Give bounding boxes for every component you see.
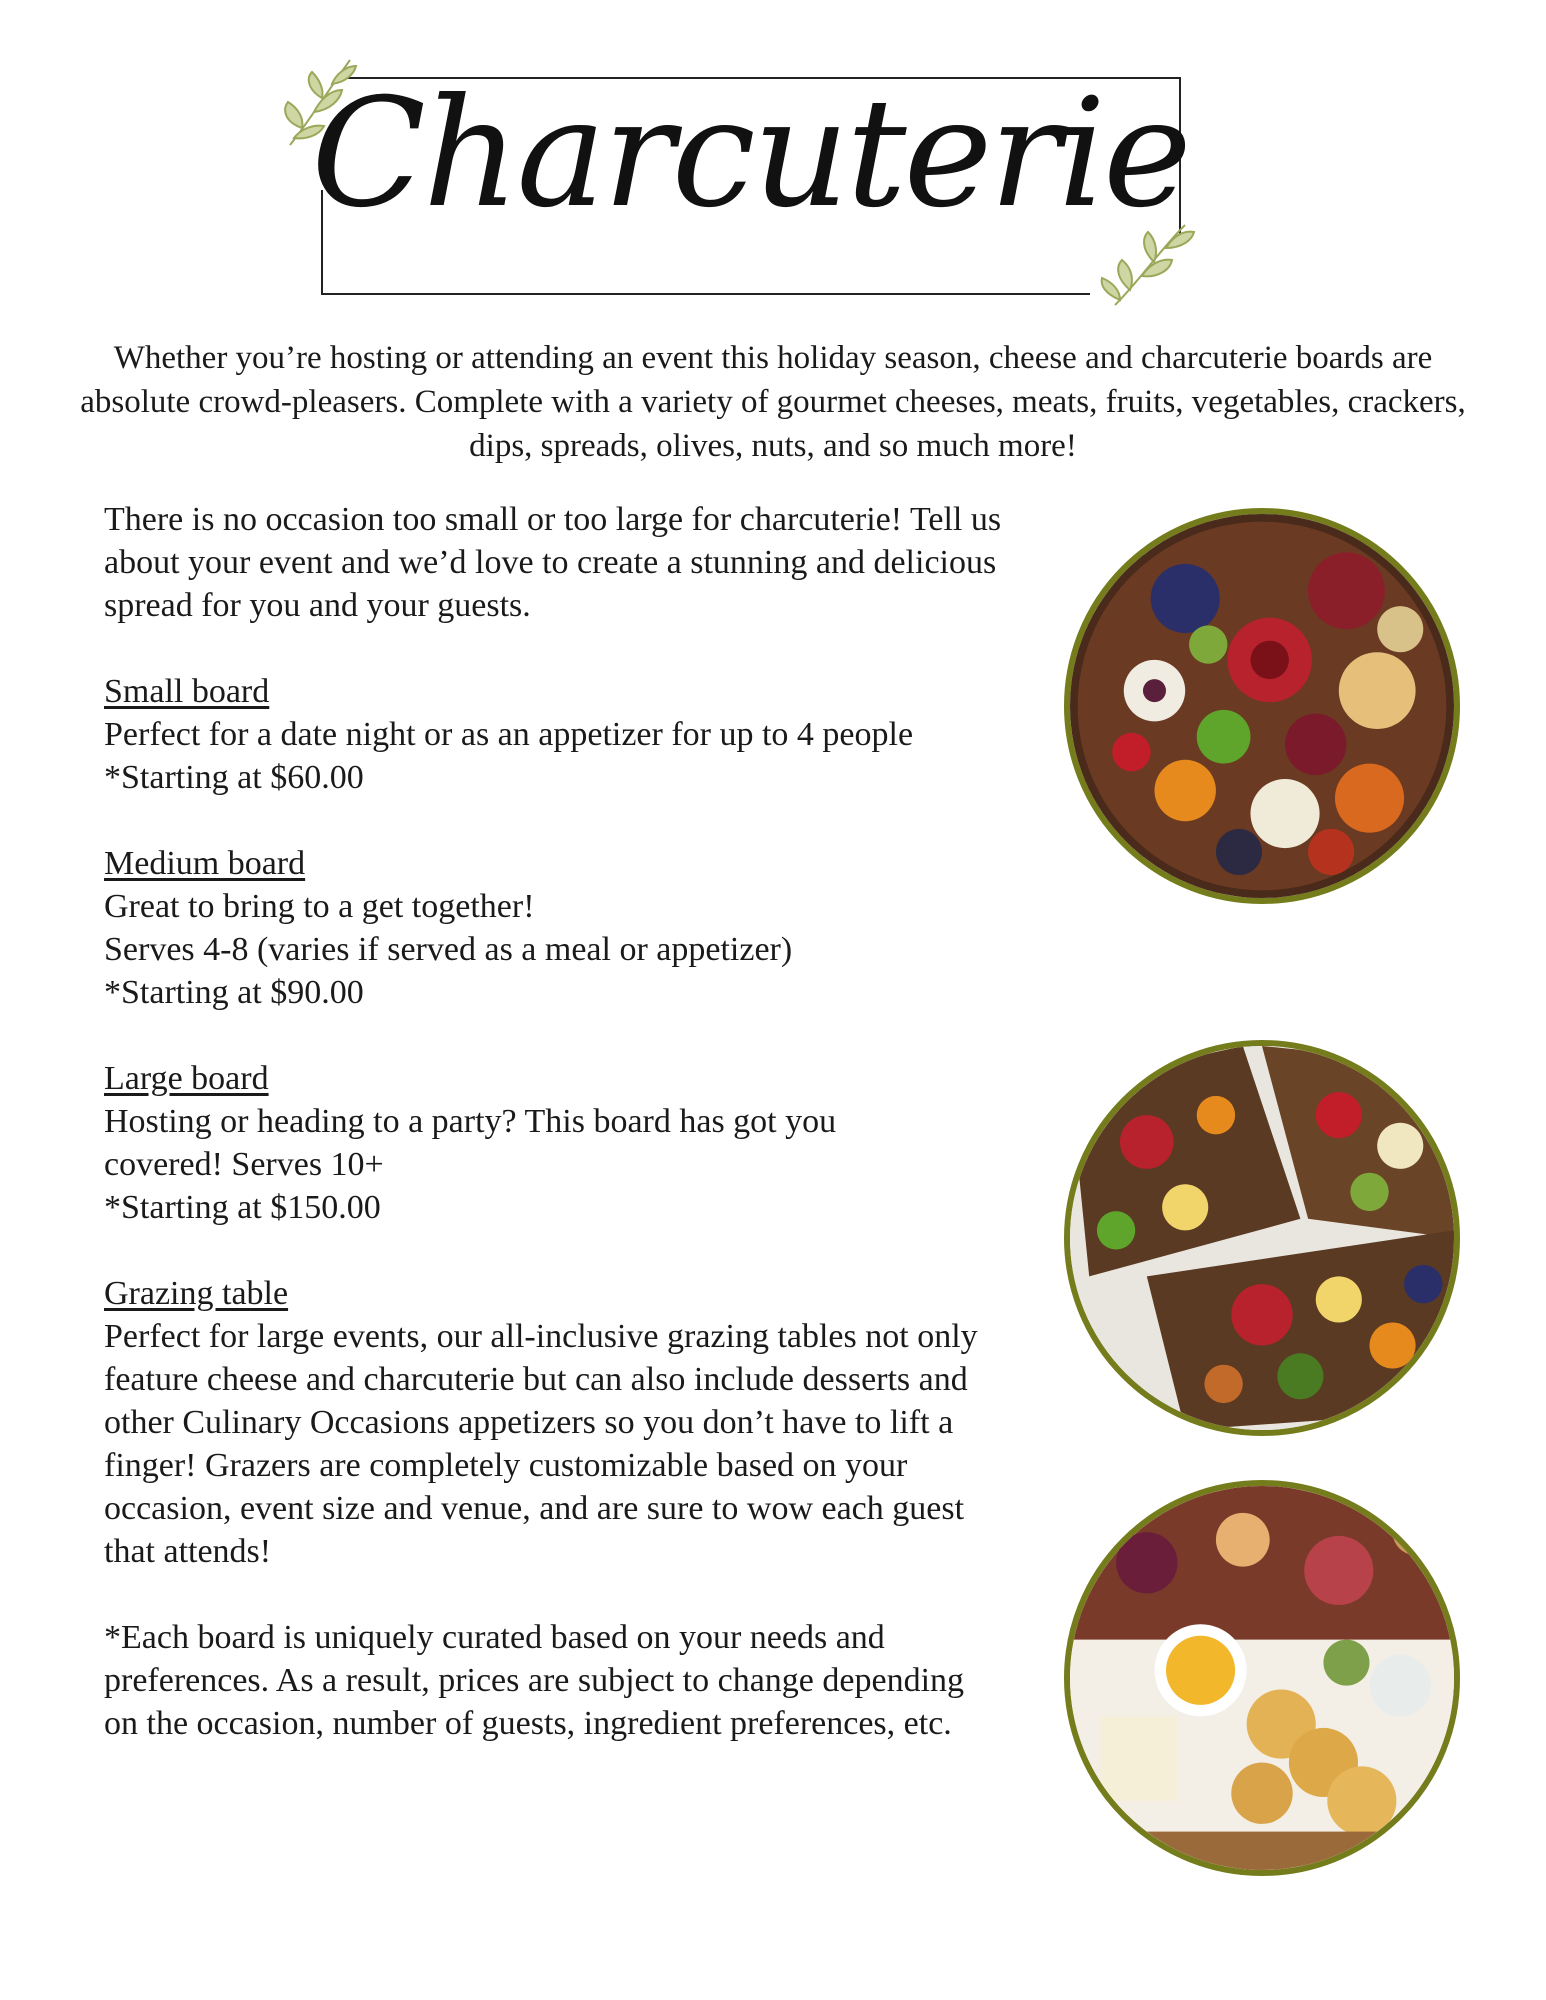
charcuterie-photo-small	[1064, 508, 1460, 904]
board-list	[104, 498, 1024, 1745]
board-price: *Starting at $150.00	[104, 1189, 381, 1226]
board-section-large	[104, 1057, 1024, 1229]
intro-paragraph: Whether you’re hosting or attending an event this holiday season, cheese and charcuterie boards are absolute crowd-pleasers. Complete with a variety of gourmet cheeses, meats, fruits, vegetables, crackers, dips, spreads, olives, nuts, and so much more!	[80, 340, 1466, 464]
board-price: *Starting at $60.00	[104, 759, 364, 796]
lead-paragraph: There is no occasion too small or too large for charcuterie! Tell us about your event and we’d love to create a stunning and delicious spread for you and your guests.	[104, 501, 1002, 624]
board-description: Perfect for large events, our all-inclusive grazing tables not only feature cheese and charcuterie but can also include desserts and other Culinary Occasions appetizers so you don’t have to lift a finger! Grazers are completely customizable based on your occasion, event size and venue, and are sure to wow each guest that attends!	[104, 1318, 978, 1570]
pricing-note: *Each board is uniquely curated based on your needs and preferences. As a result, prices are subject to change depending on the occasion, number of guests, ingredient preferences, etc.	[104, 1619, 965, 1742]
charcuterie-photo-boxes	[1064, 1040, 1460, 1436]
board-section-medium	[104, 842, 1024, 1014]
charcuterie-photo-crackers	[1064, 1480, 1460, 1876]
board-section-small	[104, 670, 1024, 799]
board-serves: Serves 4-8 (varies if served as a meal or appetizer)	[104, 931, 793, 968]
food-image	[1070, 1046, 1454, 1430]
food-image	[1070, 1486, 1454, 1870]
board-price: *Starting at $90.00	[104, 974, 364, 1011]
page-title: Charcuterie	[311, 67, 1189, 241]
food-image	[1070, 514, 1454, 898]
board-description: Hosting or heading to a party? This board has got you covered! Serves 10+	[104, 1103, 837, 1183]
board-section-grazing	[104, 1272, 1024, 1573]
board-title: Grazing table	[104, 1275, 289, 1312]
board-title: Large board	[104, 1060, 269, 1097]
board-title: Medium board	[104, 845, 306, 882]
board-description: Great to bring to a get together!	[104, 888, 535, 925]
board-title: Small board	[104, 673, 270, 710]
title-header	[280, 50, 1220, 310]
board-description: Perfect for a date night or as an appetizer for up to 4 people	[104, 716, 914, 753]
